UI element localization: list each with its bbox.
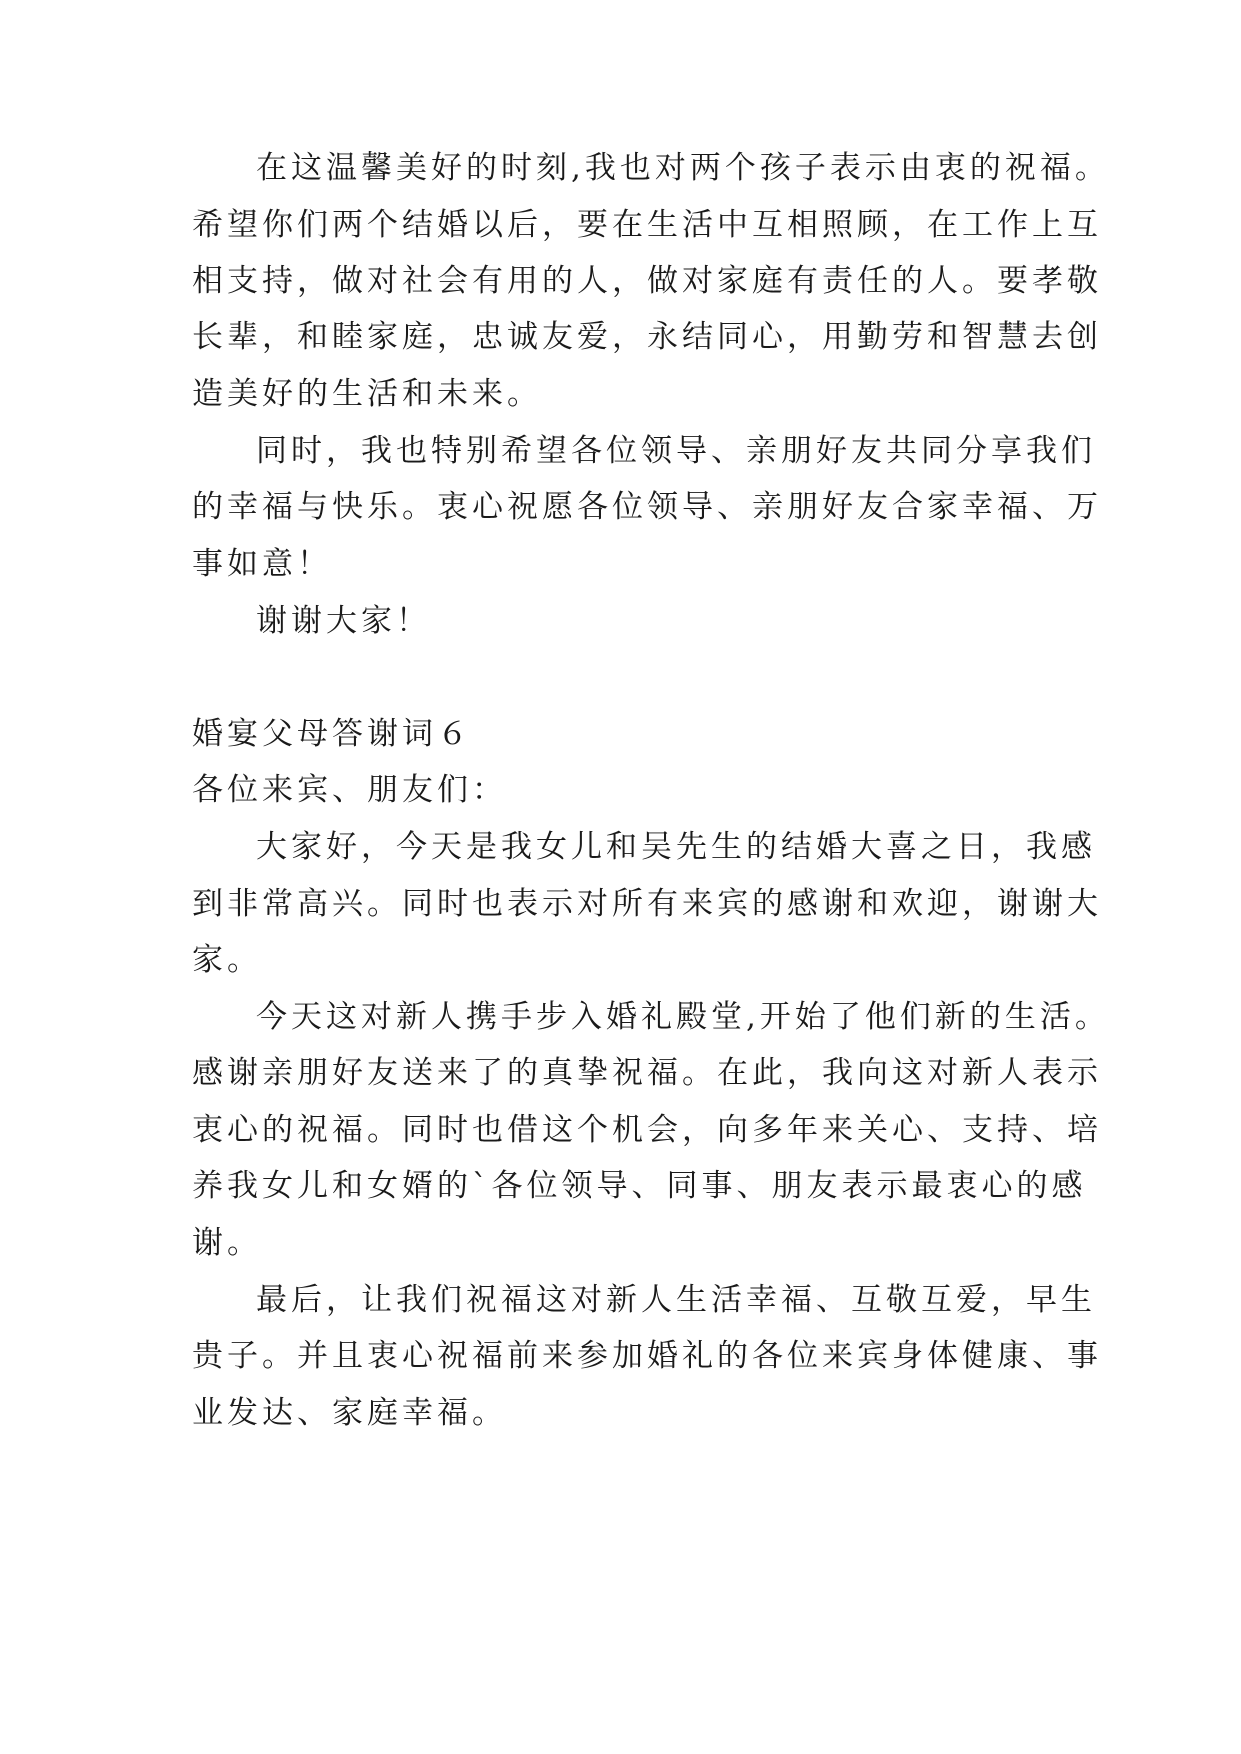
paragraph-line: 事如意！ [192,546,332,582]
paragraph-line: 希望你们两个结婚以后，要在生活中互相照顾，在工作上互 [192,207,1102,243]
paragraph-line: 同时，我也特别希望各位领导、亲朋好友共同分享我们 [256,433,1096,469]
paragraph-line: 谢。 [192,1225,262,1261]
paragraph-line: 谢谢大家！ [256,603,431,639]
paragraph-line: 家。 [192,942,262,978]
paragraph-line: 在这温馨美好的时刻,我也对两个孩子表示由衷的祝福。 [256,150,1110,186]
paragraph-line: 大家好，今天是我女儿和吴先生的结婚大喜之日，我感 [256,829,1096,865]
paragraph-line: 最后，让我们祝福这对新人生活幸福、互敬互爱，早生 [256,1282,1096,1318]
paragraph-line: 业发达、家庭幸福。 [192,1395,507,1431]
section-title: 婚宴父母答谢词６ [192,716,472,752]
paragraph-line: 衷心的祝福。同时也借这个机会，向多年来关心、支持、培 [192,1112,1102,1148]
paragraph-line: 的幸福与快乐。衷心祝愿各位领导、亲朋好友合家幸福、万 [192,489,1102,525]
salutation: 各位来宾、朋友们： [192,772,507,808]
paragraph-line: 养我女儿和女婿的`各位领导、同事、朋友表示最衷心的感 [192,1168,1087,1204]
paragraph-line: 感谢亲朋好友送来了的真挚祝福。在此，我向这对新人表示 [192,1055,1102,1091]
paragraph-line: 造美好的生活和未来。 [192,376,542,412]
paragraph-line: 今天这对新人携手步入婚礼殿堂,开始了他们新的生活。 [256,999,1110,1035]
paragraph-line: 到非常高兴。同时也表示对所有来宾的感谢和欢迎，谢谢大 [192,886,1102,922]
paragraph-line: 长辈，和睦家庭，忠诚友爱，永结同心，用勤劳和智慧去创 [192,319,1102,355]
paragraph-line: 相支持，做对社会有用的人，做对家庭有责任的人。要孝敬 [192,263,1102,299]
paragraph-line: 贵子。并且衷心祝福前来参加婚礼的各位来宾身体健康、事 [192,1338,1102,1374]
